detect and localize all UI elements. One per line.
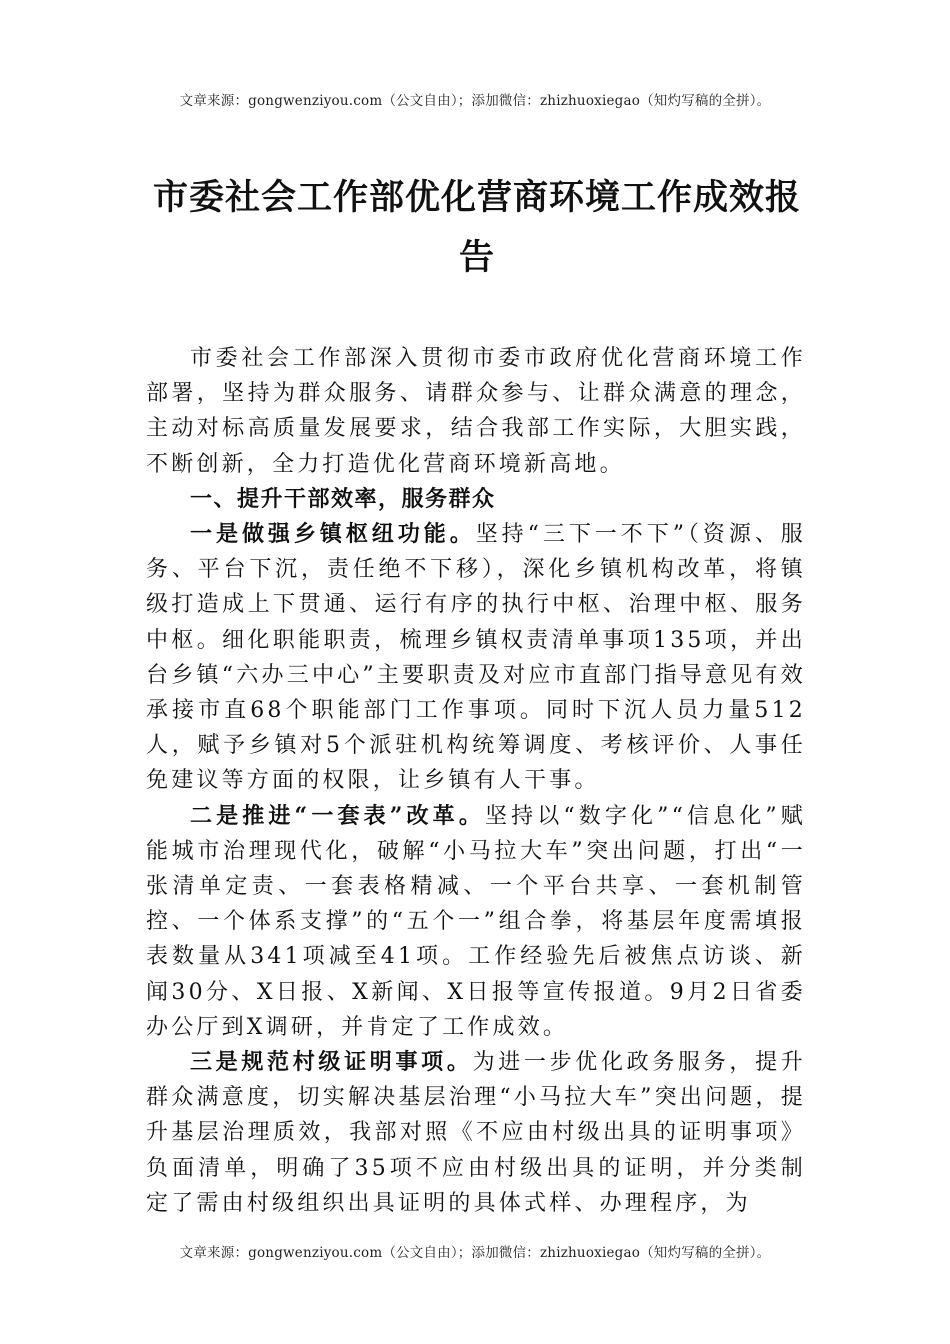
paragraph-3-lead: 三是规范村级证明事项。: [190, 1049, 473, 1076]
paragraph-1-body: 坚持“三下一不下”（资源、服务、平台下沉，责任绝不下移），深化乡镇机构改革，将镇级打造成上下贯通、运行有序的执行中枢、治理中枢、服务中枢。细化职能职责，梳理乡镇权责清单事项135项，并出台乡镇“六办三中心”主要职责及对应市直部门指导意见有效承接市直68个职能部门工作事项。同时下沉人员力量512人，赋予乡镇对5个派驻机构统筹调度、考核评价、人事任免建议等方面的权限，让乡镇有人干事。: [146, 522, 807, 794]
paragraph-1: [146, 517, 806, 799]
paragraph-1-lead: 一是做强乡镇枢纽功能。: [190, 521, 476, 548]
document-body: [146, 341, 806, 1221]
document-title: 市委社会工作部优化营商环境工作成效报告: [152, 177, 801, 278]
header-source-line: 文章来源：gongwenziyou.com（公文自由）；添加微信：zhizhuoxiegao（知灼写稿的全拼）。: [179, 93, 771, 109]
paragraph-3: [146, 1045, 806, 1221]
section-heading-1: 一、提升干部效率，服务群众: [190, 486, 496, 512]
paragraph-3-body: 为进一步优化政务服务，提升群众满意度，切实解决基层治理“小马拉大车”突出问题，提升基层治理质效，我部对照《不应由村级出具的证明事项》负面清单，明确了35项不应由村级出具的证明，并分类制定了需由村级组织出具证明的具体式样、办理程序，为: [146, 1050, 807, 1216]
paragraph-2-body: 坚持以“数字化”“信息化”赋能城市治理现代化，破解“小马拉大车”突出问题，打出“一张清单定责、一套表格精减、一个平台共享、一套机制管控、一个体系支撑”的“五个一”组合拳，将基层年度需填报表数量从341项减至41项。工作经验先后被焦点访谈、新闻30分、X日报、X新闻、X日报等宣传报道。9月2日省委办公厅到X调研，并肯定了工作成效。: [146, 803, 806, 1040]
footer-source-line: 文章来源：gongwenziyou.com（公文自由）；添加微信：zhizhuoxiegao（知灼写稿的全拼）。: [179, 1245, 771, 1261]
intro-paragraph: 市委社会工作部深入贯彻市委市政府优化营商环境工作部署，坚持为群众服务、请群众参与、让群众满意的理念，主动对标高质量发展要求，结合我部工作实际，大胆实践，不断创新，全力打造优化营商环境新高地。: [146, 346, 806, 477]
paragraph-2-lead: 二是推进“一套表”改革。: [190, 802, 485, 829]
paragraph-2: [146, 799, 806, 1045]
